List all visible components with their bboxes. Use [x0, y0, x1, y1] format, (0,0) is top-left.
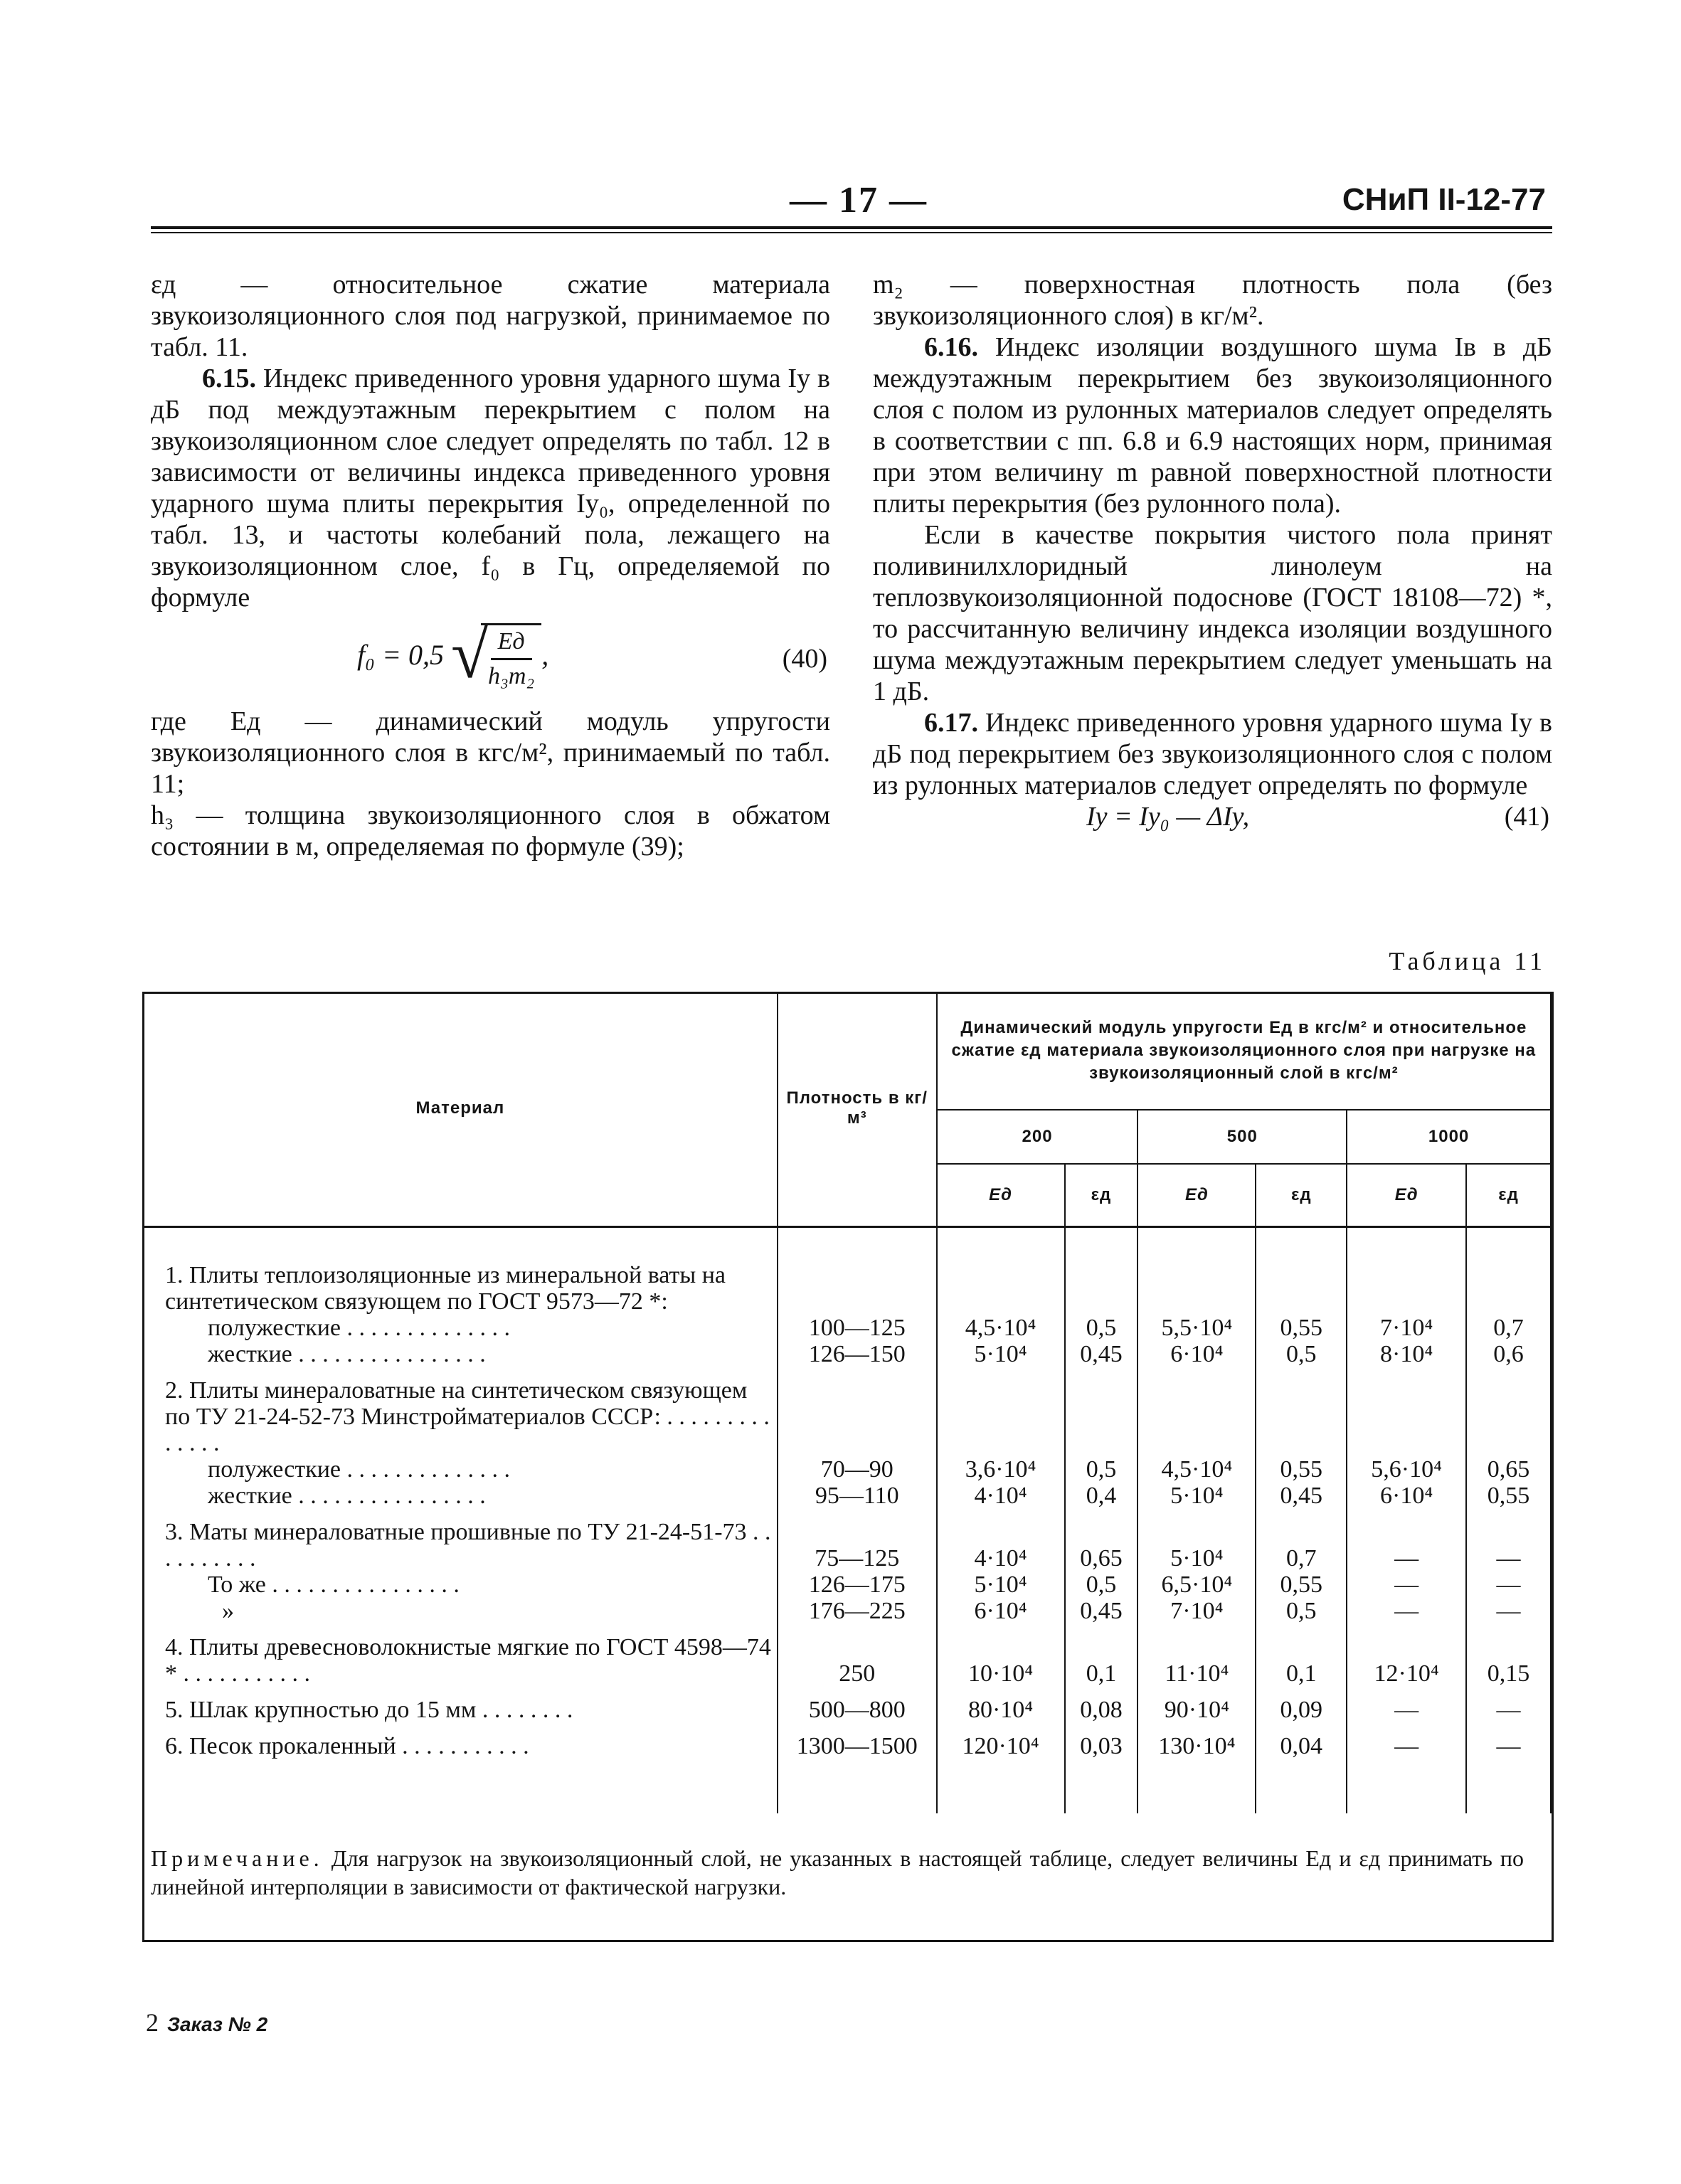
cell-material: 5. Шлак крупностью до 15 мм . . . . . . . . [143, 1697, 778, 1723]
cell-density: 1300—1500 [778, 1733, 937, 1759]
clause-text: Индекс приведенного уровня ударного шума Iу в дБ под перекрытием без звукоизоляционного слоя с полом из рулонных материалов следует определять по формуле [873, 708, 1553, 800]
cell-s200 [1065, 1262, 1138, 1315]
fraction-denominator: h₃m₂ [488, 663, 535, 689]
cell-e500: 5·10⁴ [1138, 1519, 1256, 1571]
cell-e1000: — [1347, 1733, 1466, 1759]
header-modulus: Динамический модуль упругости Eд в кгс/м² и относительное сжатие εд материала звукоизоляционного слоя при нагрузке на звукоизоляционный слой в кгс/м² [937, 992, 1551, 1110]
cell-material: жесткие . . . . . . . . . . . . . . . . [143, 1483, 778, 1509]
cell-e1000: 12·10⁴ [1347, 1634, 1466, 1687]
cell-s1000: 0,55 [1466, 1483, 1551, 1509]
table-note [151, 1844, 1524, 1901]
formula-40 [151, 613, 830, 706]
table-row [143, 1315, 1551, 1341]
left-column [151, 269, 830, 862]
formula-expression: Iу = Iу₀ — ΔIу, [1086, 802, 1250, 832]
cell-s500 [1256, 1377, 1347, 1456]
sqrt-sign: √ $\frac{Eд}{\text{h₃m₂}}$ [451, 623, 541, 693]
standard-code: СНиП II-12-77 [1342, 182, 1546, 217]
formula-expression [357, 616, 549, 693]
table-11 [142, 992, 1552, 1813]
cell-material: 3. Маты минераловатные прошивные по ТУ 21-24-51-73 . . . . . . . . . . [143, 1519, 778, 1571]
formula-41 [873, 801, 1552, 832]
cell-s500: 0,45 [1256, 1483, 1347, 1509]
cell-e200: 120·10⁴ [937, 1733, 1065, 1759]
header-load-500: 500 [1138, 1110, 1347, 1164]
cell-density: 500—800 [778, 1697, 937, 1723]
cell-e200: 3,6·10⁴ [937, 1456, 1065, 1483]
clause-number: 6.17. [924, 708, 978, 738]
clause-text: Индекс изоляции воздушного шума Iв в дБ междуэтажным перекрытием без звукоизоляционного слоя с полом из рулонных материалов следует определять в соответствии с пп. 6.8 и 6.9 настоящих норм, принимая при этом величину m равной поверхностной плотности плиты перекрытия (без рулонного пола). [873, 332, 1552, 519]
cell-s1000 [1466, 1262, 1551, 1315]
table-row [143, 1571, 1551, 1598]
cell-material: 2. Плиты минераловатные на синтетическом связующем по ТУ 21-24-52-73 Минстройматериалов СССР: . . . . . . . . . . . . . . [143, 1377, 778, 1456]
cell-density [778, 1377, 937, 1456]
cell-s1000: — [1466, 1733, 1551, 1759]
header-eps-200: εд [1065, 1164, 1138, 1226]
cell-s500: 0,7 [1256, 1519, 1347, 1571]
table-row [143, 1262, 1551, 1315]
cell-e500: 4,5·10⁴ [1138, 1456, 1256, 1483]
cell-e200: 10·10⁴ [937, 1634, 1065, 1687]
cell-material: 4. Плиты древесноволокнистые мягкие по ГОСТ 4598—74 * . . . . . . . . . . . [143, 1634, 778, 1687]
cell-e1000: — [1347, 1697, 1466, 1723]
cell-s1000: 0,7 [1466, 1315, 1551, 1341]
header-load-1000: 1000 [1347, 1110, 1551, 1164]
header-load-200: 200 [937, 1110, 1138, 1164]
cell-density: 250 [778, 1634, 937, 1687]
cell-s200: 0,5 [1065, 1571, 1138, 1598]
table-row [143, 1519, 1551, 1571]
formula-comma: , [541, 639, 549, 672]
cell-s1000 [1466, 1377, 1551, 1456]
cell-e500: 5·10⁴ [1138, 1483, 1256, 1509]
cell-s500 [1256, 1262, 1347, 1315]
order-number: Заказ № 2 [167, 2013, 268, 2035]
paragraph-6-17 [873, 707, 1552, 801]
clause-number: 6.16. [924, 332, 978, 362]
note-label: Примечание. [151, 1845, 324, 1871]
formula-number: (41) [1504, 802, 1549, 832]
cell-density: 75—125 [778, 1519, 937, 1571]
header-e-500: Eд [1138, 1164, 1256, 1226]
cell-s500: 0,5 [1256, 1341, 1347, 1367]
cell-material: То же . . . . . . . . . . . . . . . . [143, 1571, 778, 1598]
cell-s200: 0,45 [1065, 1341, 1138, 1367]
cell-e200: 80·10⁴ [937, 1697, 1065, 1723]
cell-s200: 0,5 [1065, 1315, 1138, 1341]
cell-e500: 90·10⁴ [1138, 1697, 1256, 1723]
paragraph-linoleum: Если в качестве покрытия чистого пола принят поливинилхлоридный линолеум на теплозвукоизоляционной подоснове (ГОСТ 18108—72) *, то рассчитанную величину индекса изоляции воздушного шума междуэтажным перекрытием следует уменьшать на 1 дБ. [873, 520, 1552, 706]
header-e-1000: Eд [1347, 1164, 1466, 1226]
fraction-numerator: Eд [491, 625, 532, 660]
header-density: Плотность в кг/м³ [778, 992, 937, 1226]
cell-s500: 0,55 [1256, 1456, 1347, 1483]
formula-lhs: f₀ = 0,5 [357, 639, 445, 672]
cell-e500 [1138, 1377, 1256, 1456]
cell-e200 [937, 1262, 1065, 1315]
clause-text: Индекс приведенного уровня ударного шума Iу в дБ под междуэтажным перекрытием с полом на звукоизоляционном слое следует определять по табл. 12 в зависимости от величины индекса приведенного уровня ударного шума плиты перекрытия Iу₀, определенной по табл. 13, и частоты колебаний пола, лежащего на звукоизоляционном слое, f₀ в Гц, определяемой по формуле [151, 364, 831, 613]
header-rule [151, 226, 1552, 229]
cell-s1000: 0,65 [1466, 1456, 1551, 1483]
cell-e500: 6·10⁴ [1138, 1341, 1256, 1367]
paragraph-eps-def: εд — относительное сжатие материала звукоизоляционного слоя под нагрузкой, принимаемое по табл. 11. [151, 270, 830, 362]
paragraph-h3-def: h₃ — толщина звукоизоляционного слоя в обжатом состоянии в м, определяемая по формуле (39); [151, 800, 830, 862]
cell-material: 6. Песок прокаленный . . . . . . . . . . . [143, 1733, 778, 1759]
header-eps-1000: εд [1466, 1164, 1551, 1226]
cell-s200: 0,4 [1065, 1483, 1138, 1509]
paragraph-m2-def: m₂ — поверхностная плотность пола (без звукоизоляционного слоя) в кг/м². [873, 270, 1552, 331]
cell-s500: 0,04 [1256, 1733, 1347, 1759]
cell-s200: 0,5 [1065, 1456, 1138, 1483]
formula-number: (40) [782, 644, 827, 674]
cell-e1000 [1347, 1262, 1466, 1315]
cell-e500: 5,5·10⁴ [1138, 1315, 1256, 1341]
cell-e500: 130·10⁴ [1138, 1733, 1256, 1759]
table-row [143, 1733, 1551, 1759]
header-material: Материал [143, 992, 778, 1226]
cell-s1000: — [1466, 1519, 1551, 1571]
cell-e200: 5·10⁴ [937, 1571, 1065, 1598]
cell-s200: 0,65 [1065, 1519, 1138, 1571]
cell-s200: 0,03 [1065, 1733, 1138, 1759]
header-rule-thin [151, 232, 1552, 233]
cell-s500: 0,55 [1256, 1571, 1347, 1598]
cell-e1000: 7·10⁴ [1347, 1315, 1466, 1341]
formula-fraction [481, 623, 541, 693]
cell-e500: 11·10⁴ [1138, 1634, 1256, 1687]
table-row [143, 1456, 1551, 1483]
cell-s1000: — [1466, 1598, 1551, 1624]
cell-material: полужесткие . . . . . . . . . . . . . . [143, 1315, 778, 1341]
cell-e200: 4,5·10⁴ [937, 1315, 1065, 1341]
cell-density: 100—125 [778, 1315, 937, 1341]
cell-density [778, 1262, 937, 1315]
right-column [873, 269, 1552, 832]
cell-e500: 6,5·10⁴ [1138, 1571, 1256, 1598]
note-text: Для нагрузок на звукоизоляционный слой, не указанных в настоящей таблице, следует величины Eд и εд принимать по линейной интерполяции в зависимости от фактической нагрузки. [151, 1845, 1524, 1899]
cell-s500: 0,5 [1256, 1598, 1347, 1624]
cell-e500 [1138, 1262, 1256, 1315]
cell-e200: 6·10⁴ [937, 1598, 1065, 1624]
cell-e1000 [1347, 1377, 1466, 1456]
cell-s1000: — [1466, 1571, 1551, 1598]
cell-s500: 0,09 [1256, 1697, 1347, 1723]
cell-e1000: — [1347, 1519, 1466, 1571]
cell-e1000: — [1347, 1571, 1466, 1598]
cell-density: 95—110 [778, 1483, 937, 1509]
cell-e1000: 5,6·10⁴ [1347, 1456, 1466, 1483]
cell-material: жесткие . . . . . . . . . . . . . . . . [143, 1341, 778, 1367]
table-row [143, 1341, 1551, 1367]
cell-e1000: 6·10⁴ [1347, 1483, 1466, 1509]
header-e-200: Eд [937, 1164, 1065, 1226]
cell-s500: 0,1 [1256, 1634, 1347, 1687]
table-row [143, 1377, 1551, 1456]
cell-e200: 4·10⁴ [937, 1483, 1065, 1509]
cell-s500: 0,55 [1256, 1315, 1347, 1341]
table-row [143, 1634, 1551, 1687]
cell-s1000: 0,15 [1466, 1634, 1551, 1687]
paragraph-6-16 [873, 332, 1552, 519]
header-eps-500: εд [1256, 1164, 1347, 1226]
page-footer [146, 2008, 267, 2037]
cell-material: 1. Плиты теплоизоляционные из минеральной ваты на синтетическом связующем по ГОСТ 9573—72 *: [143, 1262, 778, 1315]
cell-s1000: 0,6 [1466, 1341, 1551, 1367]
table-row [143, 1697, 1551, 1723]
cell-density: 70—90 [778, 1456, 937, 1483]
cell-e1000: 8·10⁴ [1347, 1341, 1466, 1367]
cell-material: » [143, 1598, 778, 1624]
cell-material: полужесткие . . . . . . . . . . . . . . [143, 1456, 778, 1483]
cell-s200 [1065, 1377, 1138, 1456]
cell-e1000: — [1347, 1598, 1466, 1624]
sheet-number: 2 [146, 2008, 159, 2037]
cell-e200: 4·10⁴ [937, 1519, 1065, 1571]
page-number: — 17 — [790, 180, 928, 221]
cell-e200 [937, 1377, 1065, 1456]
table-row [143, 1483, 1551, 1509]
table-caption: Таблица 11 [1389, 947, 1546, 975]
cell-s200: 0,08 [1065, 1697, 1138, 1723]
cell-s200: 0,45 [1065, 1598, 1138, 1624]
paragraph-ed-def: где Eд — динамический модуль упругости звукоизоляционного слоя в кгс/м², принимаемый по табл. 11; [151, 706, 830, 799]
clause-number: 6.15. [202, 364, 256, 393]
cell-density: 176—225 [778, 1598, 937, 1624]
paragraph-6-15 [151, 363, 830, 613]
cell-density: 126—175 [778, 1571, 937, 1598]
cell-density: 126—150 [778, 1341, 937, 1367]
table-row [143, 1598, 1551, 1624]
cell-s200: 0,1 [1065, 1634, 1138, 1687]
cell-e200: 5·10⁴ [937, 1341, 1065, 1367]
cell-s1000: — [1466, 1697, 1551, 1723]
cell-e500: 7·10⁴ [1138, 1598, 1256, 1624]
